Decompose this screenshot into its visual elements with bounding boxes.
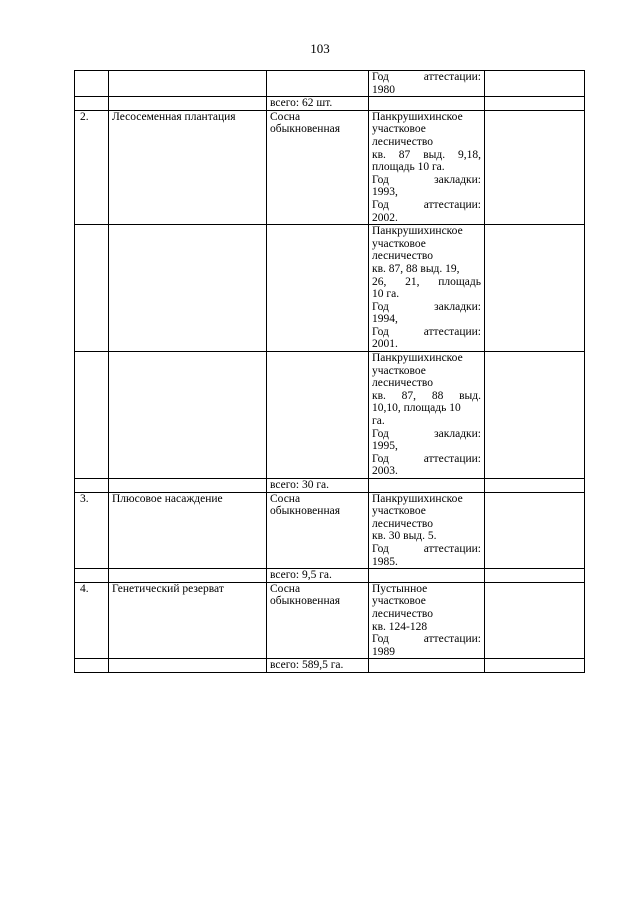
text-line: обыкновенная — [270, 505, 340, 518]
text-line: Панкрушихинское — [372, 492, 463, 505]
text-line: 1995, — [372, 440, 398, 453]
text-line: 10,10, площадь 10 — [372, 402, 461, 415]
notes-cell — [485, 569, 585, 583]
notes-cell — [485, 492, 585, 569]
justified-line — [372, 633, 481, 646]
text-line: Сосна — [270, 110, 301, 123]
text-line: лесничество — [372, 250, 433, 263]
total-text: всего: 30 га. — [270, 479, 330, 491]
justified-line — [372, 71, 481, 84]
total-cell — [267, 479, 369, 493]
word: Год — [372, 452, 389, 465]
total-cell — [267, 569, 369, 583]
name-cell — [109, 110, 267, 224]
forest-seed-objects-table — [74, 70, 585, 673]
species-cell — [267, 110, 369, 224]
text-line: обыкновенная — [270, 595, 340, 608]
text-line: Сосна — [270, 582, 301, 595]
justified-line — [372, 174, 481, 187]
number-cell — [75, 225, 109, 352]
notes-cell — [485, 582, 585, 659]
table-row — [75, 71, 585, 97]
table-row — [75, 225, 585, 352]
number-cell — [75, 569, 109, 583]
justified-line — [372, 199, 481, 212]
location-cell — [369, 582, 485, 659]
word: Год — [372, 71, 389, 83]
word: аттестации: — [423, 452, 481, 465]
notes-cell — [485, 225, 585, 352]
name-cell — [109, 225, 267, 352]
word: Год — [372, 300, 389, 313]
total-text: всего: 62 шт. — [270, 97, 333, 110]
word: кв. — [372, 148, 386, 161]
word: 88 — [431, 389, 444, 402]
text-line: 1980 — [372, 83, 395, 96]
table-row — [75, 352, 585, 479]
word: 9,18, — [457, 148, 481, 161]
total-cell — [267, 97, 369, 111]
table-row — [75, 582, 585, 659]
page-number: 103 — [310, 41, 330, 56]
text-line: лесничество — [372, 517, 433, 530]
word: выд. — [423, 148, 446, 161]
word: Год — [372, 633, 389, 646]
word: аттестации: — [423, 198, 481, 211]
text-line: Панкрушихинское — [372, 110, 463, 123]
location-cell — [369, 97, 485, 111]
justified-line — [372, 301, 481, 314]
location-cell — [369, 110, 485, 224]
text-line: участковое — [372, 237, 426, 250]
object-name: Плюсовое насаждение — [112, 492, 223, 505]
word: 87, — [401, 389, 417, 402]
word: 87 — [398, 148, 411, 161]
number-cell — [75, 110, 109, 224]
word: Год — [372, 542, 389, 555]
location-cell — [369, 492, 485, 569]
word: аттестации: — [423, 633, 481, 646]
number-cell — [75, 659, 109, 673]
text-line: обыкновенная — [270, 123, 340, 136]
word: Год — [372, 427, 389, 440]
text-line: 2002. — [372, 211, 398, 224]
total-cell — [267, 659, 369, 673]
number-cell — [75, 352, 109, 479]
name-cell — [109, 479, 267, 493]
number-cell — [75, 71, 109, 97]
table-body — [75, 71, 585, 673]
notes-cell — [485, 352, 585, 479]
number-cell — [75, 492, 109, 569]
text-line: участковое — [372, 123, 426, 136]
justified-line — [372, 543, 481, 556]
notes-cell — [485, 110, 585, 224]
word: 21, — [405, 275, 420, 288]
text-line: Панкрушихинское — [372, 225, 463, 238]
word: 26, — [372, 275, 387, 288]
total-text: всего: 9,5 га. — [270, 569, 332, 582]
location-cell — [369, 225, 485, 352]
species-cell — [267, 71, 369, 97]
justified-line — [372, 453, 481, 466]
text-line: участковое — [372, 364, 426, 377]
species-cell — [267, 352, 369, 479]
text-line: 10 га. — [372, 288, 400, 301]
row-number: 3. — [80, 492, 89, 505]
word: закладки: — [434, 427, 481, 440]
object-name: Лесосеменная плантация — [112, 110, 236, 123]
justified-line — [372, 326, 481, 339]
justified-line — [372, 276, 481, 289]
justified-line — [372, 428, 481, 441]
name-cell — [109, 97, 267, 111]
total-row — [75, 97, 585, 111]
text-line: Сосна — [270, 492, 301, 505]
location-cell — [369, 479, 485, 493]
text-line: 1989 — [372, 645, 395, 658]
justified-line — [372, 149, 481, 162]
text-line: участковое — [372, 505, 426, 518]
location-cell — [369, 71, 485, 97]
word: площадь — [438, 275, 481, 288]
word: аттестации: — [423, 542, 481, 555]
word: закладки: — [434, 300, 481, 313]
species-cell — [267, 492, 369, 569]
total-row — [75, 569, 585, 583]
word: Год — [372, 198, 389, 211]
table-row — [75, 492, 585, 569]
justified-line — [372, 390, 481, 403]
notes-cell — [485, 71, 585, 97]
name-cell — [109, 582, 267, 659]
text-line: 1985. — [372, 555, 398, 568]
text-line: участковое — [372, 595, 426, 608]
word: Год — [372, 325, 389, 338]
word: выд. — [459, 389, 481, 402]
number-cell — [75, 97, 109, 111]
notes-cell — [485, 479, 585, 493]
total-row — [75, 659, 585, 673]
location-cell — [369, 352, 485, 479]
species-cell — [267, 225, 369, 352]
text-line: лесничество — [372, 135, 433, 148]
row-number: 2. — [80, 110, 89, 123]
table-row — [75, 110, 585, 224]
word: Год — [372, 173, 389, 186]
notes-cell — [485, 659, 585, 673]
text-line: 1993, — [372, 186, 398, 199]
total-row — [75, 479, 585, 493]
word: закладки: — [434, 173, 481, 186]
text-line: лесничество — [372, 607, 433, 620]
text-line: 2001. — [372, 338, 398, 351]
text-line: лесничество — [372, 377, 433, 390]
name-cell — [109, 659, 267, 673]
location-cell — [369, 569, 485, 583]
text-line: 1994, — [372, 313, 398, 326]
location-cell — [369, 659, 485, 673]
row-number: 4. — [80, 582, 89, 595]
name-cell — [109, 352, 267, 479]
object-name: Генетический резерват — [112, 582, 224, 595]
word: кв. — [372, 389, 386, 402]
text-line: Пустынное — [372, 582, 428, 595]
text-line: 2003. — [372, 465, 398, 478]
species-cell — [267, 582, 369, 659]
text-line: площадь 10 га. — [372, 161, 445, 174]
text-line: га. — [372, 415, 385, 428]
word: аттестации: — [423, 71, 481, 83]
word: аттестации: — [423, 325, 481, 338]
name-cell — [109, 492, 267, 569]
text-line: Панкрушихинское — [372, 352, 463, 365]
text-line: кв. 30 выд. 5. — [372, 530, 437, 543]
notes-cell — [485, 97, 585, 111]
text-line: кв. 124-128 — [372, 620, 428, 633]
name-cell — [109, 71, 267, 97]
number-cell — [75, 479, 109, 493]
text-line: кв. 87, 88 выд. 19, — [372, 262, 460, 275]
name-cell — [109, 569, 267, 583]
total-text: всего: 589,5 га. — [270, 659, 344, 672]
number-cell — [75, 582, 109, 659]
